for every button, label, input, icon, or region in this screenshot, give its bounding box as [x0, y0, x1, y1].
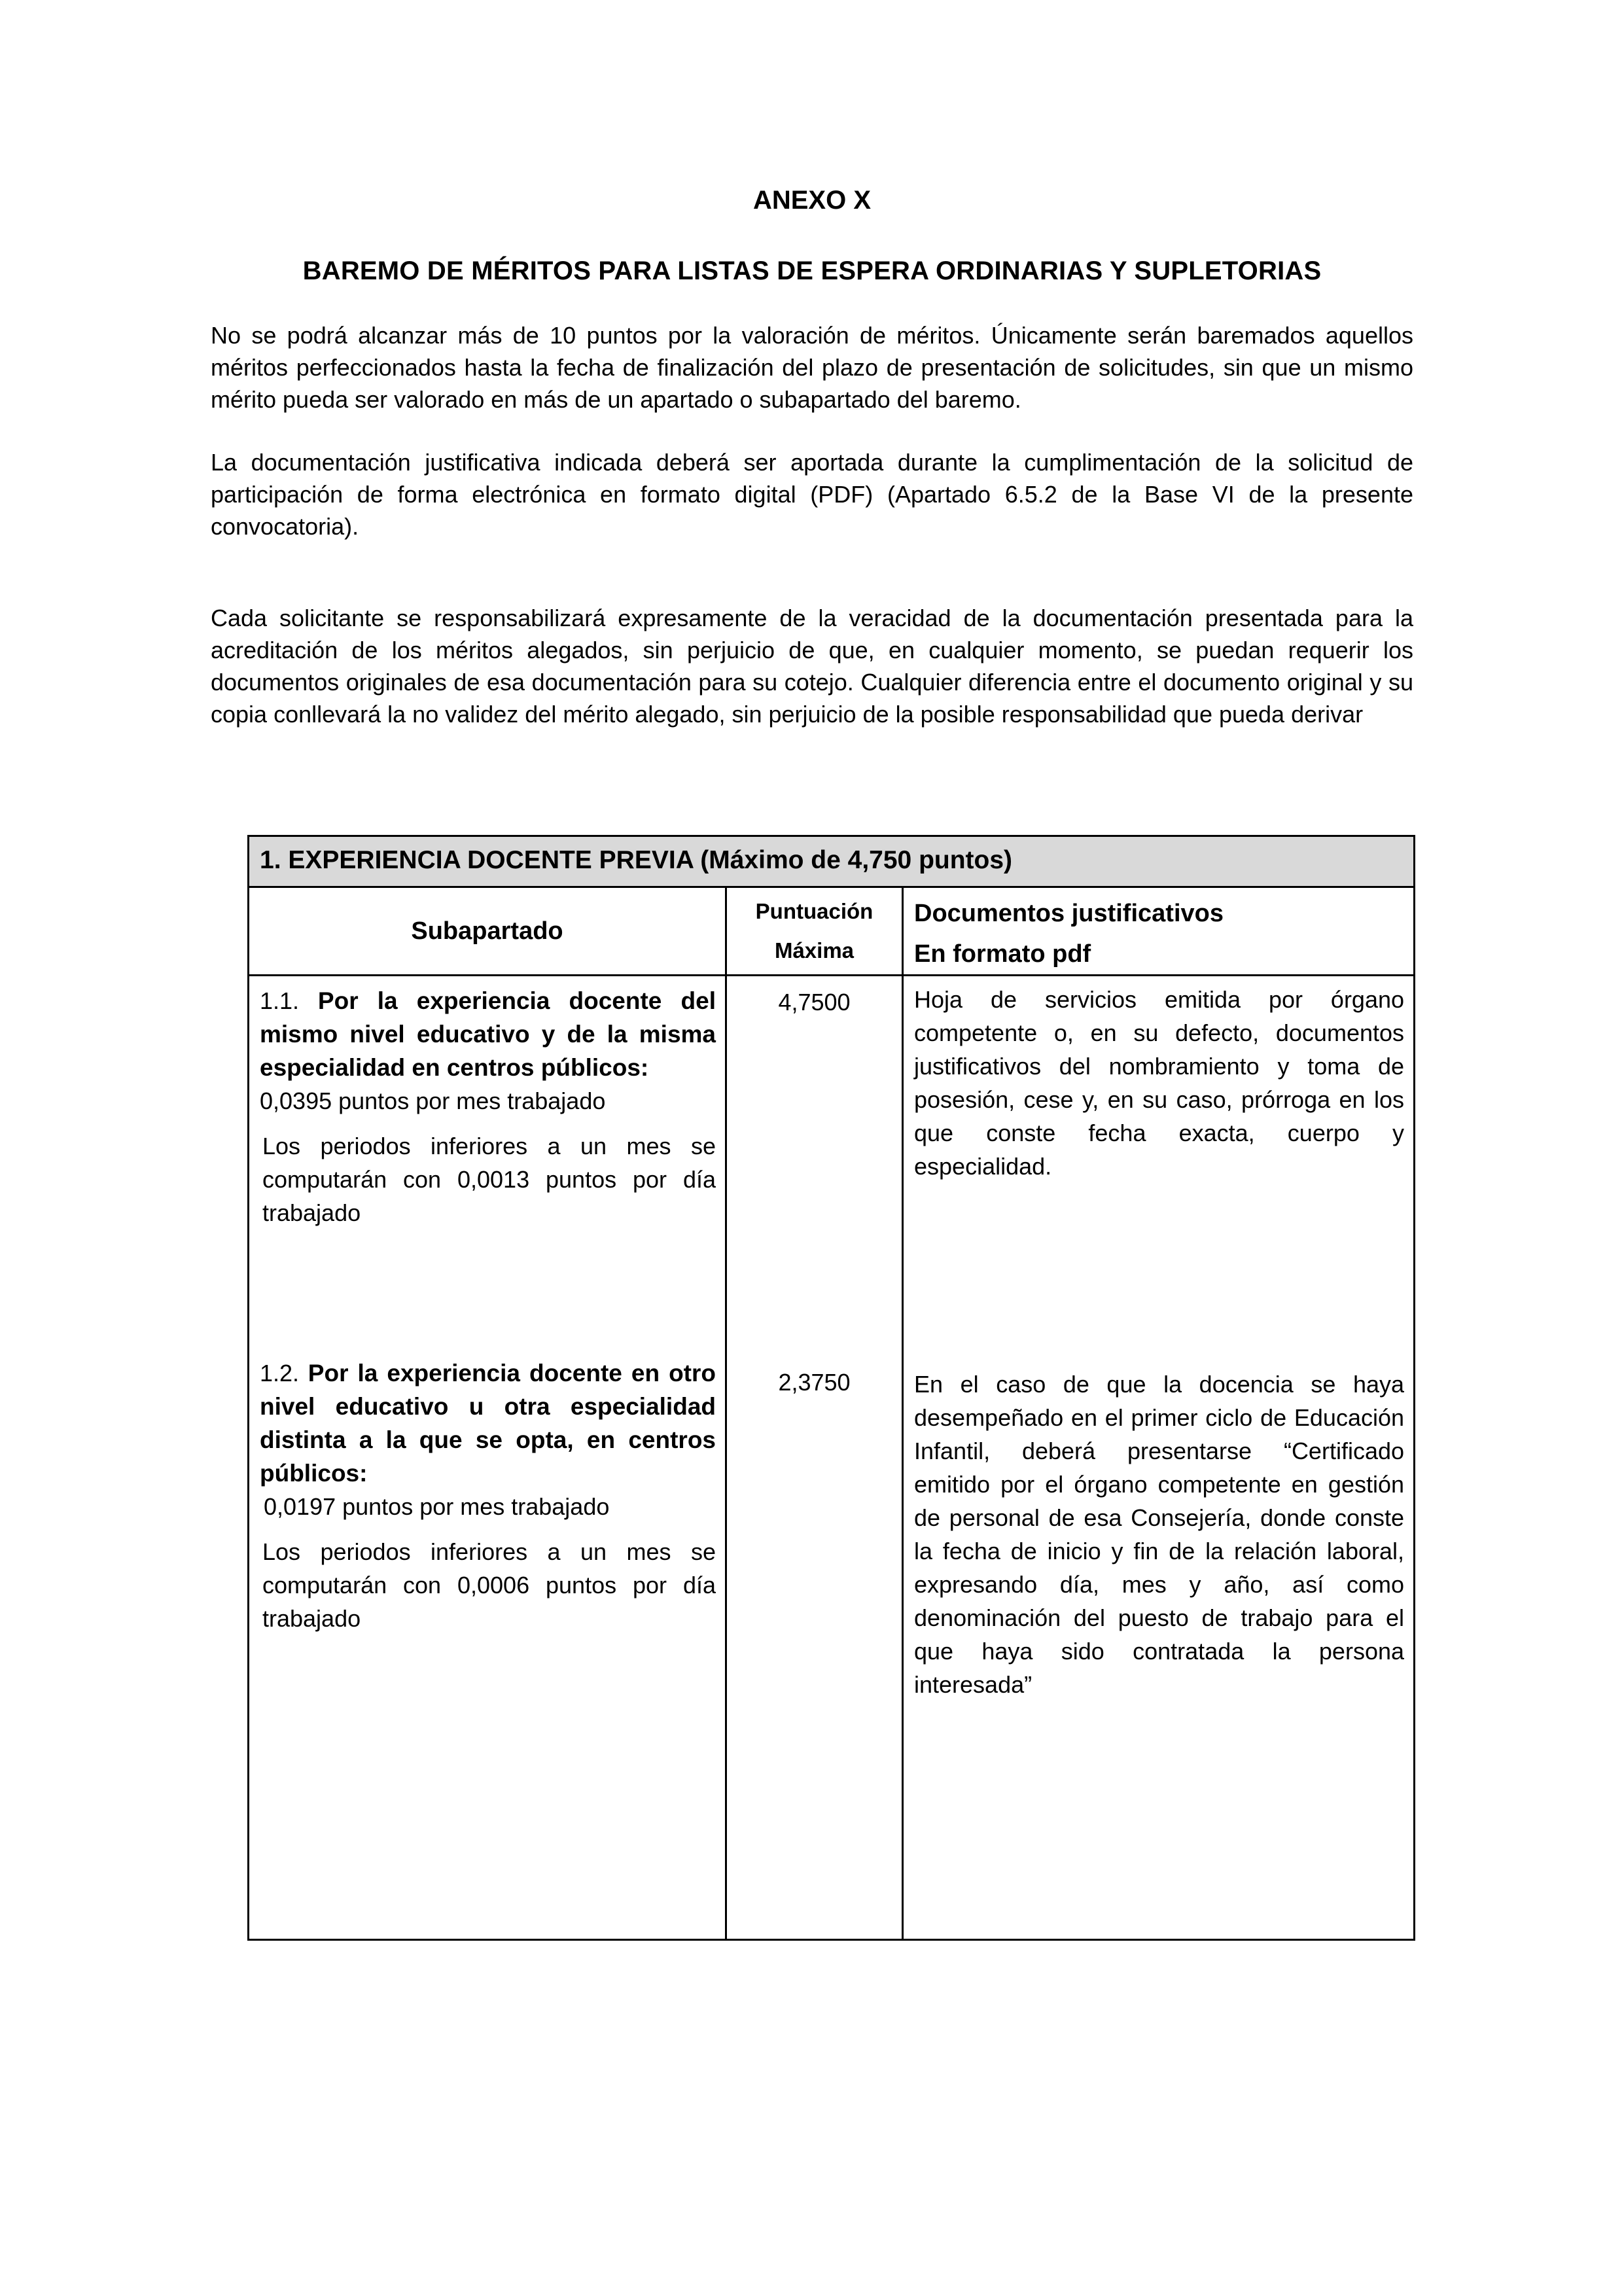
merits-table	[247, 835, 1415, 1941]
col-header-documentos-line2: En formato pdf	[914, 940, 1091, 968]
row-number: 1.2.	[260, 1360, 300, 1386]
col-header-puntuacion-line2: Máxima	[774, 938, 855, 963]
column-header-row	[249, 887, 1415, 976]
annex-title: ANEXO X	[752, 186, 872, 215]
row-note: Los periodos inferiores a un mes se computarán con 0,0006 puntos por día trabajado	[262, 1538, 716, 1632]
table-row	[249, 976, 1415, 1940]
col-header-documentos	[903, 887, 1415, 976]
col-header-puntuacion	[726, 887, 903, 976]
section-header	[249, 836, 1415, 887]
intro-paragraph-3: Cada solicitante se responsabilizará expresamente de la veracidad de la documentación presentada para la acreditación de los méritos alegados, sin perjuicio de que, en cualquier momento, se puedan requerir los documentos originales de esa documentación para su cotejo. Cualquier diferencia entre el documento original y su copia conllevará la no validez del mérito alegado, sin perjuicio de la posible responsabilidad que pueda derivar	[211, 605, 1413, 728]
row-note: Los periodos inferiores a un mes se computarán con 0,0013 puntos por día trabajado	[262, 1133, 716, 1226]
section-header-row	[249, 836, 1415, 887]
subapartado-1-1	[260, 984, 716, 1118]
section-max: (Máximo de 4,750 puntos)	[700, 846, 1013, 874]
subapartado-1-2	[260, 1356, 716, 1523]
col-header-subapartado	[249, 887, 726, 976]
section-title: 1. EXPERIENCIA DOCENTE PREVIA	[260, 846, 694, 874]
intro-paragraph-1: No se podrá alcanzar más de 10 puntos por la valoración de méritos. Únicamente serán baremados aquellos méritos perfeccionados hasta la fecha de finalización del plazo de presentación de solicitudes, sin que un mismo mérito pueda ser valorado en más de un apartado o subapartado del baremo.	[211, 322, 1413, 413]
row-rate: 0,0395 puntos por mes trabajado	[260, 1087, 606, 1114]
row-number: 1.1.	[260, 987, 300, 1014]
documentos-cell	[903, 976, 1415, 1940]
document-subtitle: BAREMO DE MÉRITOS PARA LISTAS DE ESPERA ORDINARIAS Y SUPLETORIAS	[302, 256, 1322, 285]
docs-1-1: Hoja de servicios emitida por órgano competente o, en su defecto, documentos justificativos del nombramiento y toma de posesión, cese y, en su caso, prórroga en los que conste fecha exacta, cuerpo y especialidad.	[914, 986, 1405, 1180]
row-title: Por la experiencia docente del mismo nivel educativo y de la misma especialidad en centros públicos:	[260, 987, 716, 1081]
col-header-puntuacion-line1: Puntuación	[755, 899, 874, 923]
row-title: Por la experiencia docente en otro nivel educativo u otra especialidad distinta a la que se opta, en centros públicos:	[260, 1360, 716, 1487]
docs-1-2: En el caso de que la docencia se haya desempeñado en el primer ciclo de Educación Infantil, deberá presentarse “Certificado emitido por el órgano competente en gestión de personal de esa Consejería, donde conste la fecha de inicio y fin de la relación laboral, expresando día, mes y año, así como denominación del puesto de trabajo para el que haya sido contratada la persona interesada”	[914, 1371, 1405, 1698]
puntuacion-cell	[726, 976, 903, 1940]
intro-paragraph-2: La documentación justificativa indicada deberá ser aportada durante la cumplimentación de la solicitud de participación de forma electrónica en formato digital (PDF) (Apartado 6.5.2 de la Base VI de la presente convocatoria).	[211, 449, 1413, 540]
row-rate: 0,0197 puntos por mes trabajado	[264, 1493, 610, 1520]
points-1-1: 4,7500	[778, 989, 851, 1016]
points-1-2: 2,3750	[778, 1369, 851, 1396]
subapartado-cell	[249, 976, 726, 1940]
col-header-documentos-line1: Documentos justificativos	[914, 900, 1224, 927]
col-header-subapartado-label: Subapartado	[411, 917, 563, 945]
